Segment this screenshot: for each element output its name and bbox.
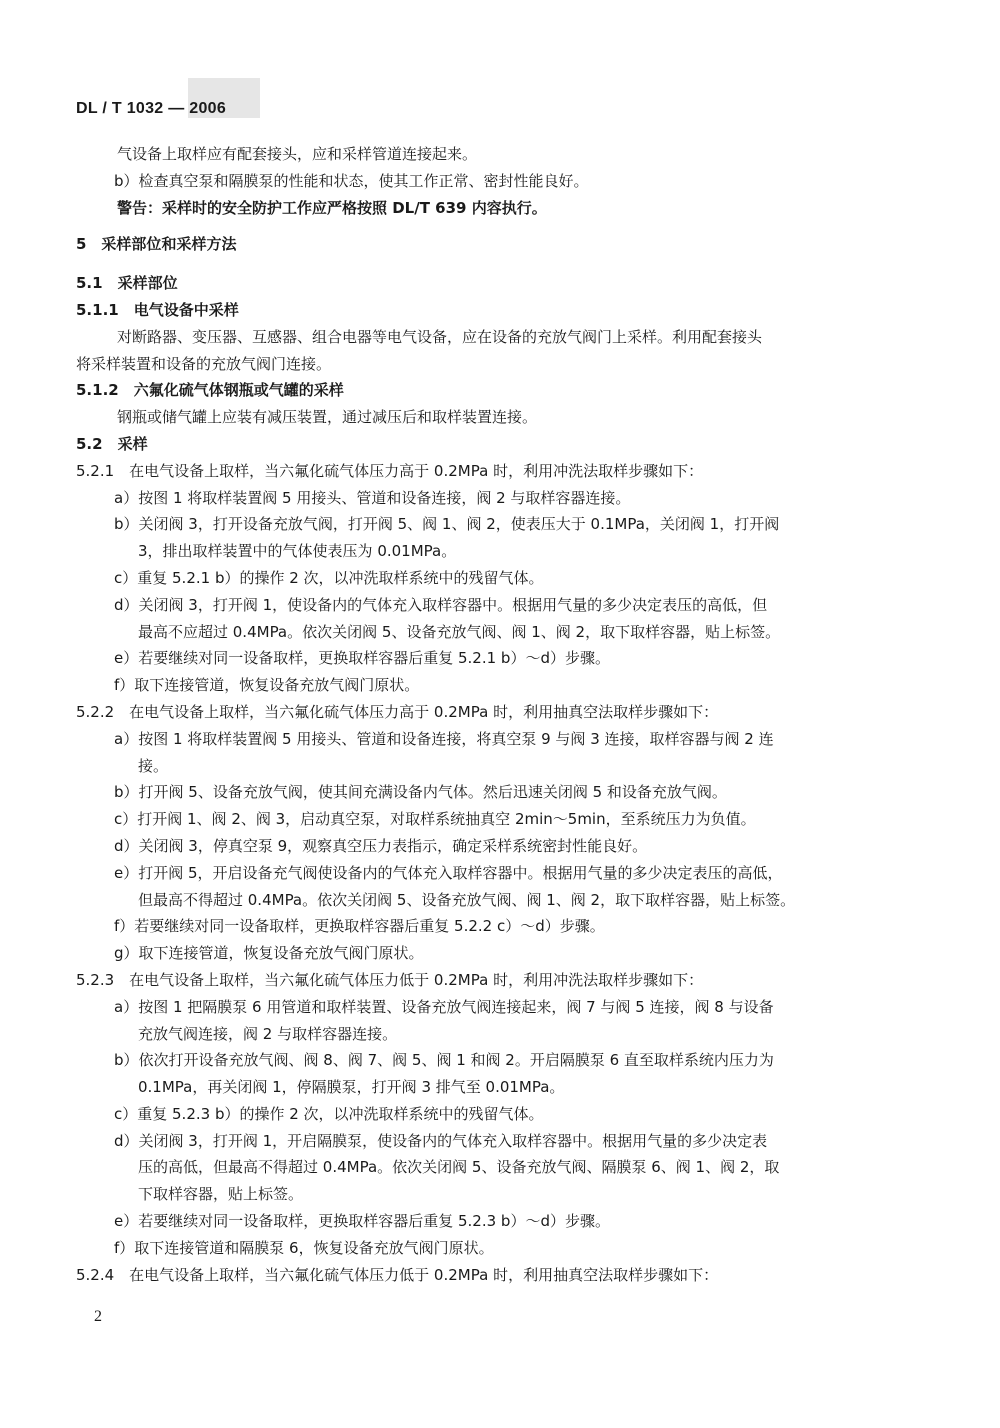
list-step-continuation-line: 0.1MPa，再关闭阀 1，停隔膜泵，打开阀 3 排气至 0.01MPa。 [138,1078,565,1097]
page-header: DL / T 1032 — 2006 [76,100,227,117]
subsection-heading: 5.1 采样部位 [76,274,178,293]
section-heading: 5 采样部位和采样方法 [76,235,237,254]
list-step-line: e）若要继续对同一设备取样，更换取样容器后重复 5.2.1 b）～d）步骤。 [114,649,610,668]
warning-line: 警告：采样时的安全防护工作应严格按照 DL/T 639 内容执行。 [117,198,547,217]
list-step-line: e）打开阀 5，开启设备充气阀使设备内的气体充入取样容器中。根据用气量的多少决定表压的高低， [114,863,783,882]
list-step-line: e）若要继续对同一设备取样，更换取样容器后重复 5.2.3 b）～d）步骤。 [114,1212,610,1231]
paragraph-continuation-line: 将采样装置和设备的充放气阀门连接。 [76,354,332,373]
list-step-line: f）若要继续对同一设备取样，更换取样容器后重复 5.2.2 c）～d）步骤。 [114,917,605,936]
list-step-line: c）打开阀 1、阀 2、阀 3，启动真空泵，对取样系统抽真空 2min～5min，至系统压力为负值。 [114,810,756,829]
list-step-continuation-line: 接。 [138,756,169,775]
clause-line: 5.2.2 在电气设备上取样，当六氟化硫气体压力高于 0.2MPa 时，利用抽真空法取样步骤如下： [76,702,719,721]
list-step-line: c）重复 5.2.1 b）的操作 2 次，以冲洗取样系统中的残留气体。 [114,568,544,587]
list-step-line: b）打开阀 5、设备充放气阀，使其间充满设备内气体。然后迅速关闭阀 5 和设备充放气阀。 [114,783,727,802]
list-step-line: a）按图 1 将取样装置阀 5 用接头、管道和设备连接，阀 2 与取样容器连接。 [114,488,631,507]
list-step-continuation-line: 充放气阀连接，阀 2 与取样容器连接。 [138,1024,398,1043]
list-step-line: b）依次打开设备充放气阀、阀 8、阀 7、阀 5、阀 1 和阀 2。开启隔膜泵 6 直至取样系统内压力为 [114,1051,774,1070]
clause-line: 5.2.1 在电气设备上取样，当六氟化硫气体压力高于 0.2MPa 时，利用冲洗法取样步骤如下： [76,461,704,480]
list-step-line: c）重复 5.2.3 b）的操作 2 次，以冲洗取样系统中的残留气体。 [114,1104,544,1123]
clause-line: 5.2.3 在电气设备上取样，当六氟化硫气体压力低于 0.2MPa 时，利用冲洗法取样步骤如下： [76,970,704,989]
list-step-line: f）取下连接管道，恢复设备充放气阀门原状。 [114,676,420,695]
list-step-continuation-line: 下取样容器，贴上标签。 [138,1185,304,1204]
list-step-continuation-line: 最高不应超过 0.4MPa。依次关闭阀 5、设备充放气阀、阀 1、阀 2，取下取样容器，贴上标签。 [138,622,781,641]
paragraph-line: 对断路器、变压器、互感器、组合电器等电气设备，应在设备的充放气阀门上采样。利用配套接头 [117,327,763,346]
clause-heading: 5.1.1 电气设备中采样 [76,300,239,319]
list-step-line: f）取下连接管道和隔膜泵 6，恢复设备充放气阀门原状。 [114,1238,494,1257]
paragraph-line: 钢瓶或储气罐上应装有减压装置，通过减压后和取样装置连接。 [117,408,538,427]
list-step-line: d）关闭阀 3，停真空泵 9，观察真空压力表指示，确定采样系统密封性能良好。 [114,836,648,855]
paragraph-line: 气设备上取样应有配套接头，应和采样管道连接起来。 [117,145,478,163]
document-body [76,141,888,1288]
list-step-line: b）关闭阀 3，打开设备充放气阀，打开阀 5、阀 1、阀 2，使表压大于 0.1MPa，关闭阀 1，打开阀 [114,515,780,534]
clause-heading: 5.1.2 六氟化硫气体钢瓶或气罐的采样 [76,381,344,400]
clause-line: 5.2.4 在电气设备上取样，当六氟化硫气体压力低于 0.2MPa 时，利用抽真空法取样步骤如下： [76,1265,719,1284]
list-step-continuation-line: 3，排出取样装置中的气体使表压为 0.01MPa。 [138,542,457,561]
list-step-line: a）按图 1 把隔膜泵 6 用管道和取样装置、设备充放气阀连接起来，阀 7 与阀 5 连接，阀 8 与设备 [114,997,774,1016]
list-step-continuation-line: 但最高不得超过 0.4MPa。依次关闭阀 5、设备充放气阀、阀 1、阀 2，取下取样容器，贴上标签。 [138,890,796,909]
list-step-continuation-line: 压的高低，但最高不得超过 0.4MPa。依次关闭阀 5、设备充放气阀、隔膜泵 6、阀 1、阀 2，取 [138,1158,780,1177]
list-step-line: d）关闭阀 3，打开阀 1，使设备内的气体充入取样容器中。根据用气量的多少决定表压的高低，但 [114,595,768,614]
list-step-line: a）按图 1 将取样装置阀 5 用接头、管道和设备连接，将真空泵 9 与阀 3 连接，取样容器与阀 2 连 [114,729,774,748]
page-number: 2 [94,1308,102,1325]
list-step-line: b）检查真空泵和隔膜泵的性能和状态，使其工作正常、密封性能良好。 [114,171,589,190]
subsection-heading: 5.2 采样 [76,434,148,453]
list-step-line: d）关闭阀 3，打开阀 1，开启隔膜泵，使设备内的气体充入取样容器中。根据用气量的多少决定表 [114,1131,768,1150]
list-step-line: g）取下连接管道，恢复设备充放气阀门原状。 [114,944,424,963]
